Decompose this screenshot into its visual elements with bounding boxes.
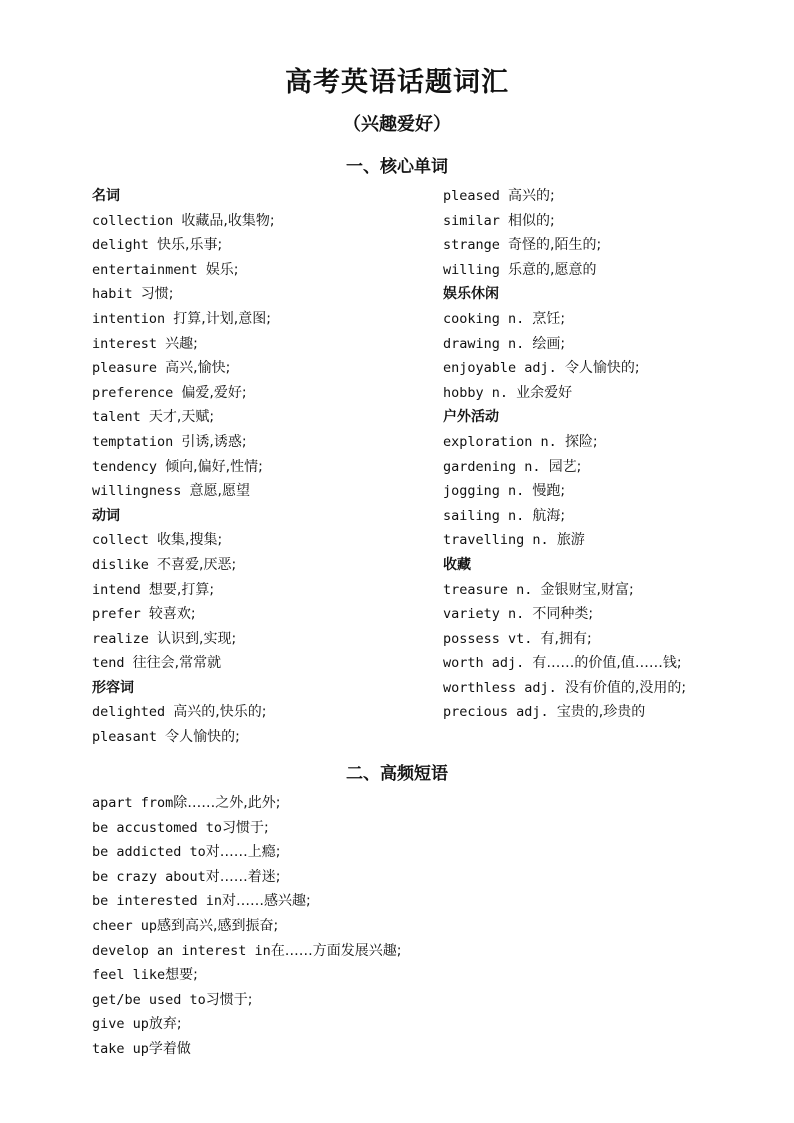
vocab-word: willing (443, 261, 500, 278)
phrase-text: get/be used to (92, 991, 206, 1008)
vocab-meaning: 绘画; (532, 335, 566, 352)
phrase-text: develop an interest in (92, 942, 271, 959)
category-heading: 户外活动 (443, 409, 499, 426)
phrase-meaning: 想要; (165, 967, 198, 984)
vocab-meaning: 快乐,乐事; (157, 237, 223, 254)
vocab-meaning: 不喜爱,厌恶; (157, 556, 237, 573)
phrase-text: take up (92, 1040, 149, 1057)
vocab-word: collection (92, 212, 174, 229)
vocab-word: entertainment (92, 261, 198, 278)
vocab-entry (443, 332, 686, 357)
vocab-entry (92, 455, 275, 480)
category-heading: 娱乐休闲 (443, 286, 499, 303)
vocab-entry (443, 627, 686, 652)
vocab-meaning: 有,拥有; (540, 630, 592, 647)
vocab-word: hobby n. (443, 384, 509, 401)
vocab-meaning: 乐意的,愿意的 (508, 261, 597, 278)
vocab-word: variety n. (443, 606, 525, 623)
vocab-word: preference (92, 384, 174, 401)
vocab-meaning: 不同种类; (532, 606, 594, 623)
vocab-word: talent (92, 409, 141, 426)
phrase-entry (92, 988, 402, 1013)
phrase-entry (92, 816, 402, 841)
vocab-entry (443, 602, 686, 627)
vocab-entry (443, 504, 686, 529)
vocab-entry (443, 209, 686, 234)
vocab-column-left (92, 184, 275, 750)
vocab-word: pleasant (92, 729, 158, 746)
vocab-word: gardening n. (443, 458, 541, 475)
vocab-word: dislike (92, 556, 149, 573)
vocab-entry (443, 479, 686, 504)
vocab-entry (443, 528, 686, 553)
phrase-text: apart from (92, 795, 174, 811)
phrase-text: be interested in (92, 893, 223, 910)
category-heading: 名词 (92, 188, 120, 204)
vocab-entry (92, 528, 275, 553)
vocab-word: drawing n. (443, 335, 525, 352)
category-heading: 收藏 (443, 556, 471, 573)
vocab-word: tendency (92, 458, 158, 475)
vocab-word: jogging n. (443, 483, 525, 500)
vocab-meaning: 习惯; (140, 286, 174, 303)
section-heading-phrases: 二、高频短语 (346, 764, 448, 784)
vocab-entry (443, 381, 686, 406)
vocab-meaning: 奇怪的,陌生的; (508, 237, 602, 254)
vocab-meaning: 想要,打算; (148, 581, 215, 598)
vocab-meaning: 令人愉快的; (564, 360, 640, 377)
vocab-word: possess vt. (443, 630, 533, 647)
vocab-word: collect (92, 532, 149, 549)
vocab-word: pleasure (92, 360, 158, 377)
vocab-entry (92, 700, 275, 725)
vocab-entry (92, 479, 275, 504)
vocab-meaning: 收集,搜集; (157, 532, 223, 549)
vocab-entry (92, 578, 275, 603)
vocab-word: delighted (92, 704, 166, 721)
page-subtitle: （兴趣爱好） (343, 114, 451, 135)
category-heading: 动词 (92, 507, 120, 524)
vocab-entry (443, 258, 686, 283)
vocab-word: tend (92, 655, 125, 672)
phrase-text: cheer up (92, 917, 158, 934)
phrase-entry (92, 939, 402, 964)
phrase-text: be addicted to (92, 844, 206, 861)
phrase-meaning: 除……之外,此外; (173, 795, 281, 811)
vocab-meaning: 慢跑; (532, 483, 566, 500)
vocab-word: prefer (92, 606, 141, 623)
phrase-text: be accustomed to (92, 819, 223, 836)
vocab-entry (443, 184, 686, 209)
vocab-word: willingness (92, 483, 182, 500)
vocab-meaning: 偏爱,爱好; (181, 384, 247, 401)
vocab-meaning: 引诱,诱惑; (181, 433, 247, 450)
vocab-meaning: 宝贵的,珍贵的 (556, 704, 646, 721)
vocab-meaning: 烹饪; (532, 310, 566, 327)
vocab-entry (92, 651, 275, 676)
vocab-meaning: 没有价值的,没用的; (564, 679, 687, 696)
vocab-meaning: 较喜欢; (148, 606, 196, 623)
vocab-entry (92, 602, 275, 627)
vocab-entry (443, 651, 686, 676)
vocab-meaning: 航海; (532, 507, 566, 524)
vocab-entry (443, 700, 686, 725)
vocab-word: strange (443, 237, 500, 254)
vocab-entry (443, 307, 686, 332)
vocab-meaning: 兴趣; (165, 335, 198, 352)
vocab-meaning: 旅游 (556, 532, 585, 549)
vocab-entry (92, 381, 275, 406)
category-heading: 形容词 (92, 679, 134, 696)
phrase-meaning: 学着做 (148, 1040, 191, 1057)
phrase-meaning: 对……上瘾; (205, 844, 281, 861)
vocab-word: cooking n. (443, 310, 525, 327)
vocab-entry (92, 627, 275, 652)
vocab-meaning: 业余爱好 (516, 384, 573, 401)
vocab-word: enjoyable adj. (443, 360, 557, 377)
vocab-word: realize (92, 630, 149, 647)
vocab-entry (92, 332, 275, 357)
vocab-meaning: 认识到,实现; (157, 630, 237, 647)
phrase-meaning: 放弃; (148, 1016, 182, 1033)
vocab-word: treasure n. (443, 581, 533, 598)
vocab-meaning: 收藏品,收集物; (181, 212, 275, 229)
vocab-entry (92, 725, 275, 750)
vocab-entry (443, 676, 686, 701)
vocab-meaning: 有……的价值,值……钱; (532, 655, 682, 672)
phrase-entry (92, 963, 402, 988)
vocab-entry (92, 307, 275, 332)
vocab-word: pleased (443, 188, 500, 204)
phrase-meaning: 习惯于; (222, 819, 269, 836)
phrase-meaning: 习惯于; (205, 991, 253, 1008)
phrase-text: give up (92, 1016, 149, 1033)
vocab-word: travelling n. (443, 532, 549, 549)
phrase-entry (92, 889, 402, 914)
vocab-word: temptation (92, 433, 174, 450)
vocab-meaning: 打算,计划,意图; (173, 310, 271, 327)
vocab-meaning: 高兴,愉快; (165, 360, 231, 377)
vocab-word: sailing n. (443, 507, 525, 524)
vocab-meaning: 天才,天赋; (148, 409, 215, 426)
vocab-word: intention (92, 310, 166, 327)
vocab-word: exploration n. (443, 433, 557, 450)
phrase-meaning: 对……着迷; (205, 868, 281, 885)
phrase-entry (92, 865, 402, 890)
vocab-meaning: 意愿,愿望 (189, 483, 250, 500)
phrase-list (92, 791, 402, 1062)
vocab-meaning: 金银财宝,财富; (540, 581, 634, 598)
vocab-entry (92, 209, 275, 234)
vocab-entry (92, 233, 275, 258)
phrase-entry (92, 1012, 402, 1037)
vocab-word: worth adj. (443, 655, 525, 672)
phrase-meaning: 感到高兴,感到振奋; (157, 917, 279, 934)
vocab-entry (92, 258, 275, 283)
vocab-meaning: 令人愉快的; (165, 729, 240, 746)
vocab-word: delight (92, 237, 149, 254)
vocab-entry (92, 430, 275, 455)
vocab-meaning: 倾向,偏好,性情; (165, 458, 263, 475)
vocab-meaning: 娱乐; (205, 261, 239, 278)
vocab-meaning: 园艺; (548, 458, 582, 475)
phrase-entry (92, 840, 402, 865)
vocab-entry (92, 356, 275, 381)
vocab-word: interest (92, 335, 158, 352)
vocab-entry (92, 405, 275, 430)
section-heading-core-words: 一、核心单词 (346, 157, 448, 177)
vocab-meaning: 往往会,常常就 (132, 655, 222, 672)
vocab-meaning: 高兴的; (508, 188, 555, 204)
phrase-entry (92, 1037, 402, 1062)
vocab-entry (443, 430, 686, 455)
phrase-entry (92, 791, 402, 816)
vocab-word: similar (443, 212, 500, 229)
phrase-meaning: 在……方面发展兴趣; (270, 942, 402, 959)
phrase-meaning: 对……感兴趣; (222, 893, 311, 910)
vocab-entry (443, 578, 686, 603)
vocab-entry (92, 553, 275, 578)
vocab-entry (443, 233, 686, 258)
vocab-word: worthless adj. (443, 679, 557, 696)
phrase-text: be crazy about (92, 868, 206, 885)
vocab-word: precious adj. (443, 704, 549, 721)
vocab-word: habit (92, 286, 133, 303)
vocab-column-right (443, 184, 686, 725)
vocab-entry (92, 282, 275, 307)
vocab-meaning: 高兴的,快乐的; (173, 704, 267, 721)
phrase-entry (92, 914, 402, 939)
vocab-word: intend (92, 581, 141, 598)
vocab-meaning: 相似的; (508, 212, 555, 229)
vocab-entry (443, 455, 686, 480)
vocab-meaning: 探险; (564, 433, 598, 450)
page-title: 高考英语话题词汇 (285, 67, 509, 98)
phrase-text: feel like (92, 967, 166, 984)
vocab-entry (443, 356, 686, 381)
